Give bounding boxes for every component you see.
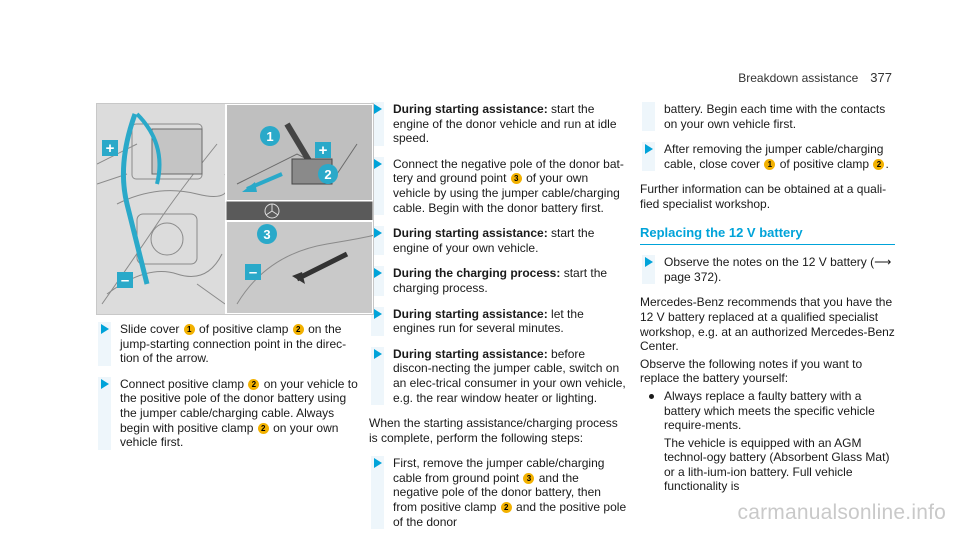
column-3 bbox=[640, 102, 895, 505]
column-1 bbox=[96, 322, 358, 461]
plus-marker-right: + bbox=[318, 142, 328, 159]
callout-1: 1 bbox=[266, 129, 274, 144]
step-observe-notes: Observe the notes on the 12 V battery (⟶ page 372). bbox=[640, 255, 895, 284]
bullet-icon bbox=[649, 394, 654, 399]
further-info-paragraph: Further information can be obtained at a quali-fied specialist workshop. bbox=[640, 182, 887, 211]
step-electrical-consumer: During starting assistance: before discon-necting the jumper cable, switch on an elec-trical consumer in your own vehicle, e.g. the rear window heater or lighting. bbox=[369, 347, 627, 405]
callout-badge: 1 bbox=[184, 324, 195, 335]
callout-badge: 2 bbox=[501, 502, 512, 513]
minus-marker-left: – bbox=[120, 272, 130, 289]
step-remove-cable-continued: battery. Begin each time with the contacts on your own vehicle first. bbox=[640, 102, 895, 131]
step-arrow-icon bbox=[374, 309, 382, 319]
step-start-donor: During starting assistance: start the engine of the donor vehicle and run at idle speed. bbox=[369, 102, 627, 146]
step-charging: During the charging process: start the charging process. bbox=[369, 266, 627, 295]
callout-3: 3 bbox=[263, 227, 271, 242]
step-connect-positive: Connect positive clamp 2 on your vehicle to the positive pole of the donor battery using the jumper cable/charging cable. Always begin with positive clamp 2 on your own vehicle first. bbox=[96, 377, 358, 450]
step-connect-negative: Connect the negative pole of the donor bat-tery and ground point 3 of your own vehicle by using the jumper cable/charging cable. Begin with the donor battery first. bbox=[369, 157, 627, 215]
step-arrow-icon bbox=[374, 228, 382, 238]
step-run-engines: During starting assistance: let the engines run for several minutes. bbox=[369, 307, 627, 336]
minus-marker-right: – bbox=[248, 264, 258, 281]
section-name: Breakdown assistance bbox=[738, 71, 859, 85]
step-arrow-icon bbox=[645, 144, 653, 154]
step-arrow-icon bbox=[374, 104, 382, 114]
step-close-cover: After removing the jumper cable/charging cable, close cover 1 of positive clamp 2 . bbox=[640, 142, 895, 171]
callout-badge: 1 bbox=[764, 159, 775, 170]
page-reference-arrow-icon[interactable]: ⟶ bbox=[874, 255, 892, 270]
callout-badge: 2 bbox=[873, 159, 884, 170]
plus-marker-left: + bbox=[105, 140, 115, 157]
step-arrow-icon bbox=[374, 458, 382, 468]
callout-2: 2 bbox=[324, 167, 332, 182]
step-arrow-icon bbox=[101, 379, 109, 389]
callout-badge: 3 bbox=[523, 473, 534, 484]
callout-badge: 2 bbox=[248, 379, 259, 390]
recommendation-paragraph: Mercedes-Benz recommends that you have the 12 V battery replaced at a qualified specialist workshop, e.g. at an authorized Mercedes-Benz Center. bbox=[640, 295, 895, 354]
engine-bay-drawing bbox=[97, 104, 373, 314]
agm-paragraph: The vehicle is equipped with an AGM technol-ogy battery (Absorbent Glass Mat) or a lith-ium-ion battery. Full vehicle functionality is bbox=[664, 435, 890, 494]
step-arrow-icon bbox=[101, 324, 109, 334]
step-arrow-icon bbox=[374, 268, 382, 278]
column-2 bbox=[369, 102, 627, 540]
step-arrow-icon bbox=[374, 349, 382, 359]
section-title: Replacing the 12 V battery bbox=[640, 226, 895, 246]
page-number: 377 bbox=[870, 70, 892, 85]
callout-badge: 3 bbox=[511, 173, 522, 184]
bullet-replace-faulty: Always replace a faulty battery with a battery which meets the specific vehicle require-ments. The vehicle is equipped with an AGM technol-ogy battery (Absorbent Glass Mat) or a lith-ium-ion battery. Full vehicle functionality is bbox=[640, 389, 895, 494]
observe-paragraph: Observe the following notes if you want to replace the battery yourself: bbox=[640, 356, 863, 386]
step-start-own: During starting assistance: start the engine of your own vehicle. bbox=[369, 226, 627, 255]
callout-badge: 2 bbox=[293, 324, 304, 335]
step-arrow-icon bbox=[374, 159, 382, 169]
jump-start-illustration bbox=[96, 103, 374, 315]
step-slide-cover: Slide cover 1 of positive clamp 2 on the jump-starting connection point in the direc-tion of the arrow. bbox=[96, 322, 358, 366]
step-remove-cable: First, remove the jumper cable/charging cable from ground point 3 and the negative pole of the donor battery, then from positive clamp 2 and the positive pole of the donor bbox=[369, 456, 627, 529]
step-arrow-icon bbox=[645, 257, 653, 267]
page-header bbox=[738, 70, 892, 85]
watermark: carmanualsonline.info bbox=[737, 501, 946, 524]
callout-badge: 2 bbox=[258, 423, 269, 434]
completion-paragraph: When the starting assistance/charging process is complete, perform the following steps: bbox=[369, 416, 618, 445]
